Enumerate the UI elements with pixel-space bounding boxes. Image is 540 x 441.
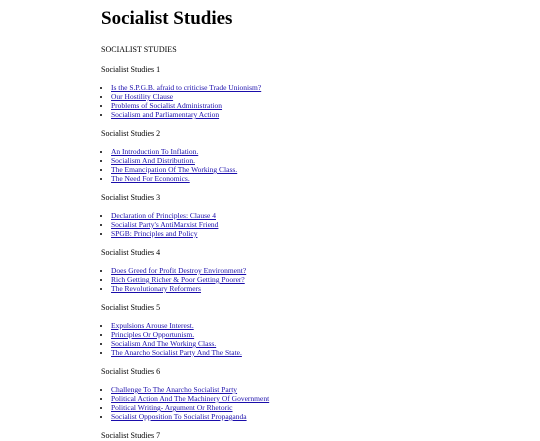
article-list	[101, 321, 531, 357]
article-link[interactable]: Problems of Socialist Administration	[111, 101, 223, 110]
list-item	[111, 275, 531, 284]
article-list	[101, 147, 531, 183]
list-item	[111, 229, 531, 238]
intro-text: SOCIALIST STUDIES	[101, 45, 177, 54]
article-link[interactable]: Declaration of Principles: Clause 4	[111, 211, 216, 220]
issue-heading: Socialist Studies 5	[101, 303, 161, 312]
page-content	[101, 0, 531, 441]
list-item	[111, 403, 531, 412]
issue-heading: Socialist Studies 3	[101, 193, 161, 202]
list-item	[111, 321, 531, 330]
article-link[interactable]: The Revolutionary Reformers	[111, 284, 201, 293]
issue-heading: Socialist Studies 2	[101, 129, 161, 138]
list-item	[111, 394, 531, 403]
article-list	[101, 266, 531, 293]
list-item	[111, 83, 531, 92]
list-item	[111, 147, 531, 156]
issue-heading: Socialist Studies 1	[101, 65, 161, 74]
sections-list	[101, 65, 531, 441]
list-item	[111, 101, 531, 110]
issue-section	[101, 248, 531, 293]
list-item	[111, 211, 531, 220]
article-list	[101, 385, 531, 421]
article-link[interactable]: Does Greed for Profit Destroy Environment?	[111, 266, 247, 275]
issue-section	[101, 431, 531, 441]
issue-section	[101, 303, 531, 357]
list-item	[111, 220, 531, 229]
article-list	[101, 83, 531, 119]
article-link[interactable]: Expulsions Arouse Interest.	[111, 321, 194, 330]
article-link[interactable]: Is the S.P.G.B. afraid to criticise Trade Unionism?	[111, 83, 262, 92]
issue-section	[101, 193, 531, 238]
list-item	[111, 412, 531, 421]
article-link[interactable]: The Anarcho Socialist Party And The State.	[111, 348, 242, 357]
issue-section	[101, 65, 531, 119]
article-link[interactable]: Socialist Opposition To Socialist Propaganda	[111, 412, 247, 421]
article-link[interactable]: The Need For Economics.	[111, 174, 190, 183]
list-item	[111, 284, 531, 293]
list-item	[111, 165, 531, 174]
list-item	[111, 92, 531, 101]
list-item	[111, 110, 531, 119]
list-item	[111, 266, 531, 275]
issue-section	[101, 367, 531, 421]
article-link[interactable]: Socialism And Distribution.	[111, 156, 195, 165]
issue-heading: Socialist Studies 7	[101, 431, 161, 440]
article-link[interactable]: Socialism and Parliamentary Action	[111, 110, 220, 119]
list-item	[111, 339, 531, 348]
article-link[interactable]: Principles Or Opportunism.	[111, 330, 195, 339]
article-link[interactable]: Political Action And The Machinery Of Government	[111, 394, 270, 403]
page-title: Socialist Studies	[101, 8, 233, 29]
issue-section	[101, 129, 531, 183]
article-link[interactable]: Challenge To The Anarcho Socialist Party	[111, 385, 238, 394]
article-link[interactable]: SPGB: Principles and Policy	[111, 229, 198, 238]
article-link[interactable]: Socialist Party's AntiMarxist Friend	[111, 220, 219, 229]
issue-heading: Socialist Studies 4	[101, 248, 161, 257]
article-link[interactable]: Rich Getting Richer & Poor Getting Poorer?	[111, 275, 245, 284]
article-link[interactable]: Political Writing- Argument Or Rhetoric	[111, 403, 233, 412]
article-list	[101, 211, 531, 238]
list-item	[111, 385, 531, 394]
article-link[interactable]: Socialism And The Working Class.	[111, 339, 217, 348]
list-item	[111, 330, 531, 339]
article-link[interactable]: Our Hostility Clause	[111, 92, 174, 101]
list-item	[111, 348, 531, 357]
article-link[interactable]: An Introduction To Inflation.	[111, 147, 199, 156]
list-item	[111, 156, 531, 165]
article-link[interactable]: The Emancipation Of The Working Class.	[111, 165, 238, 174]
list-item	[111, 174, 531, 183]
issue-heading: Socialist Studies 6	[101, 367, 161, 376]
